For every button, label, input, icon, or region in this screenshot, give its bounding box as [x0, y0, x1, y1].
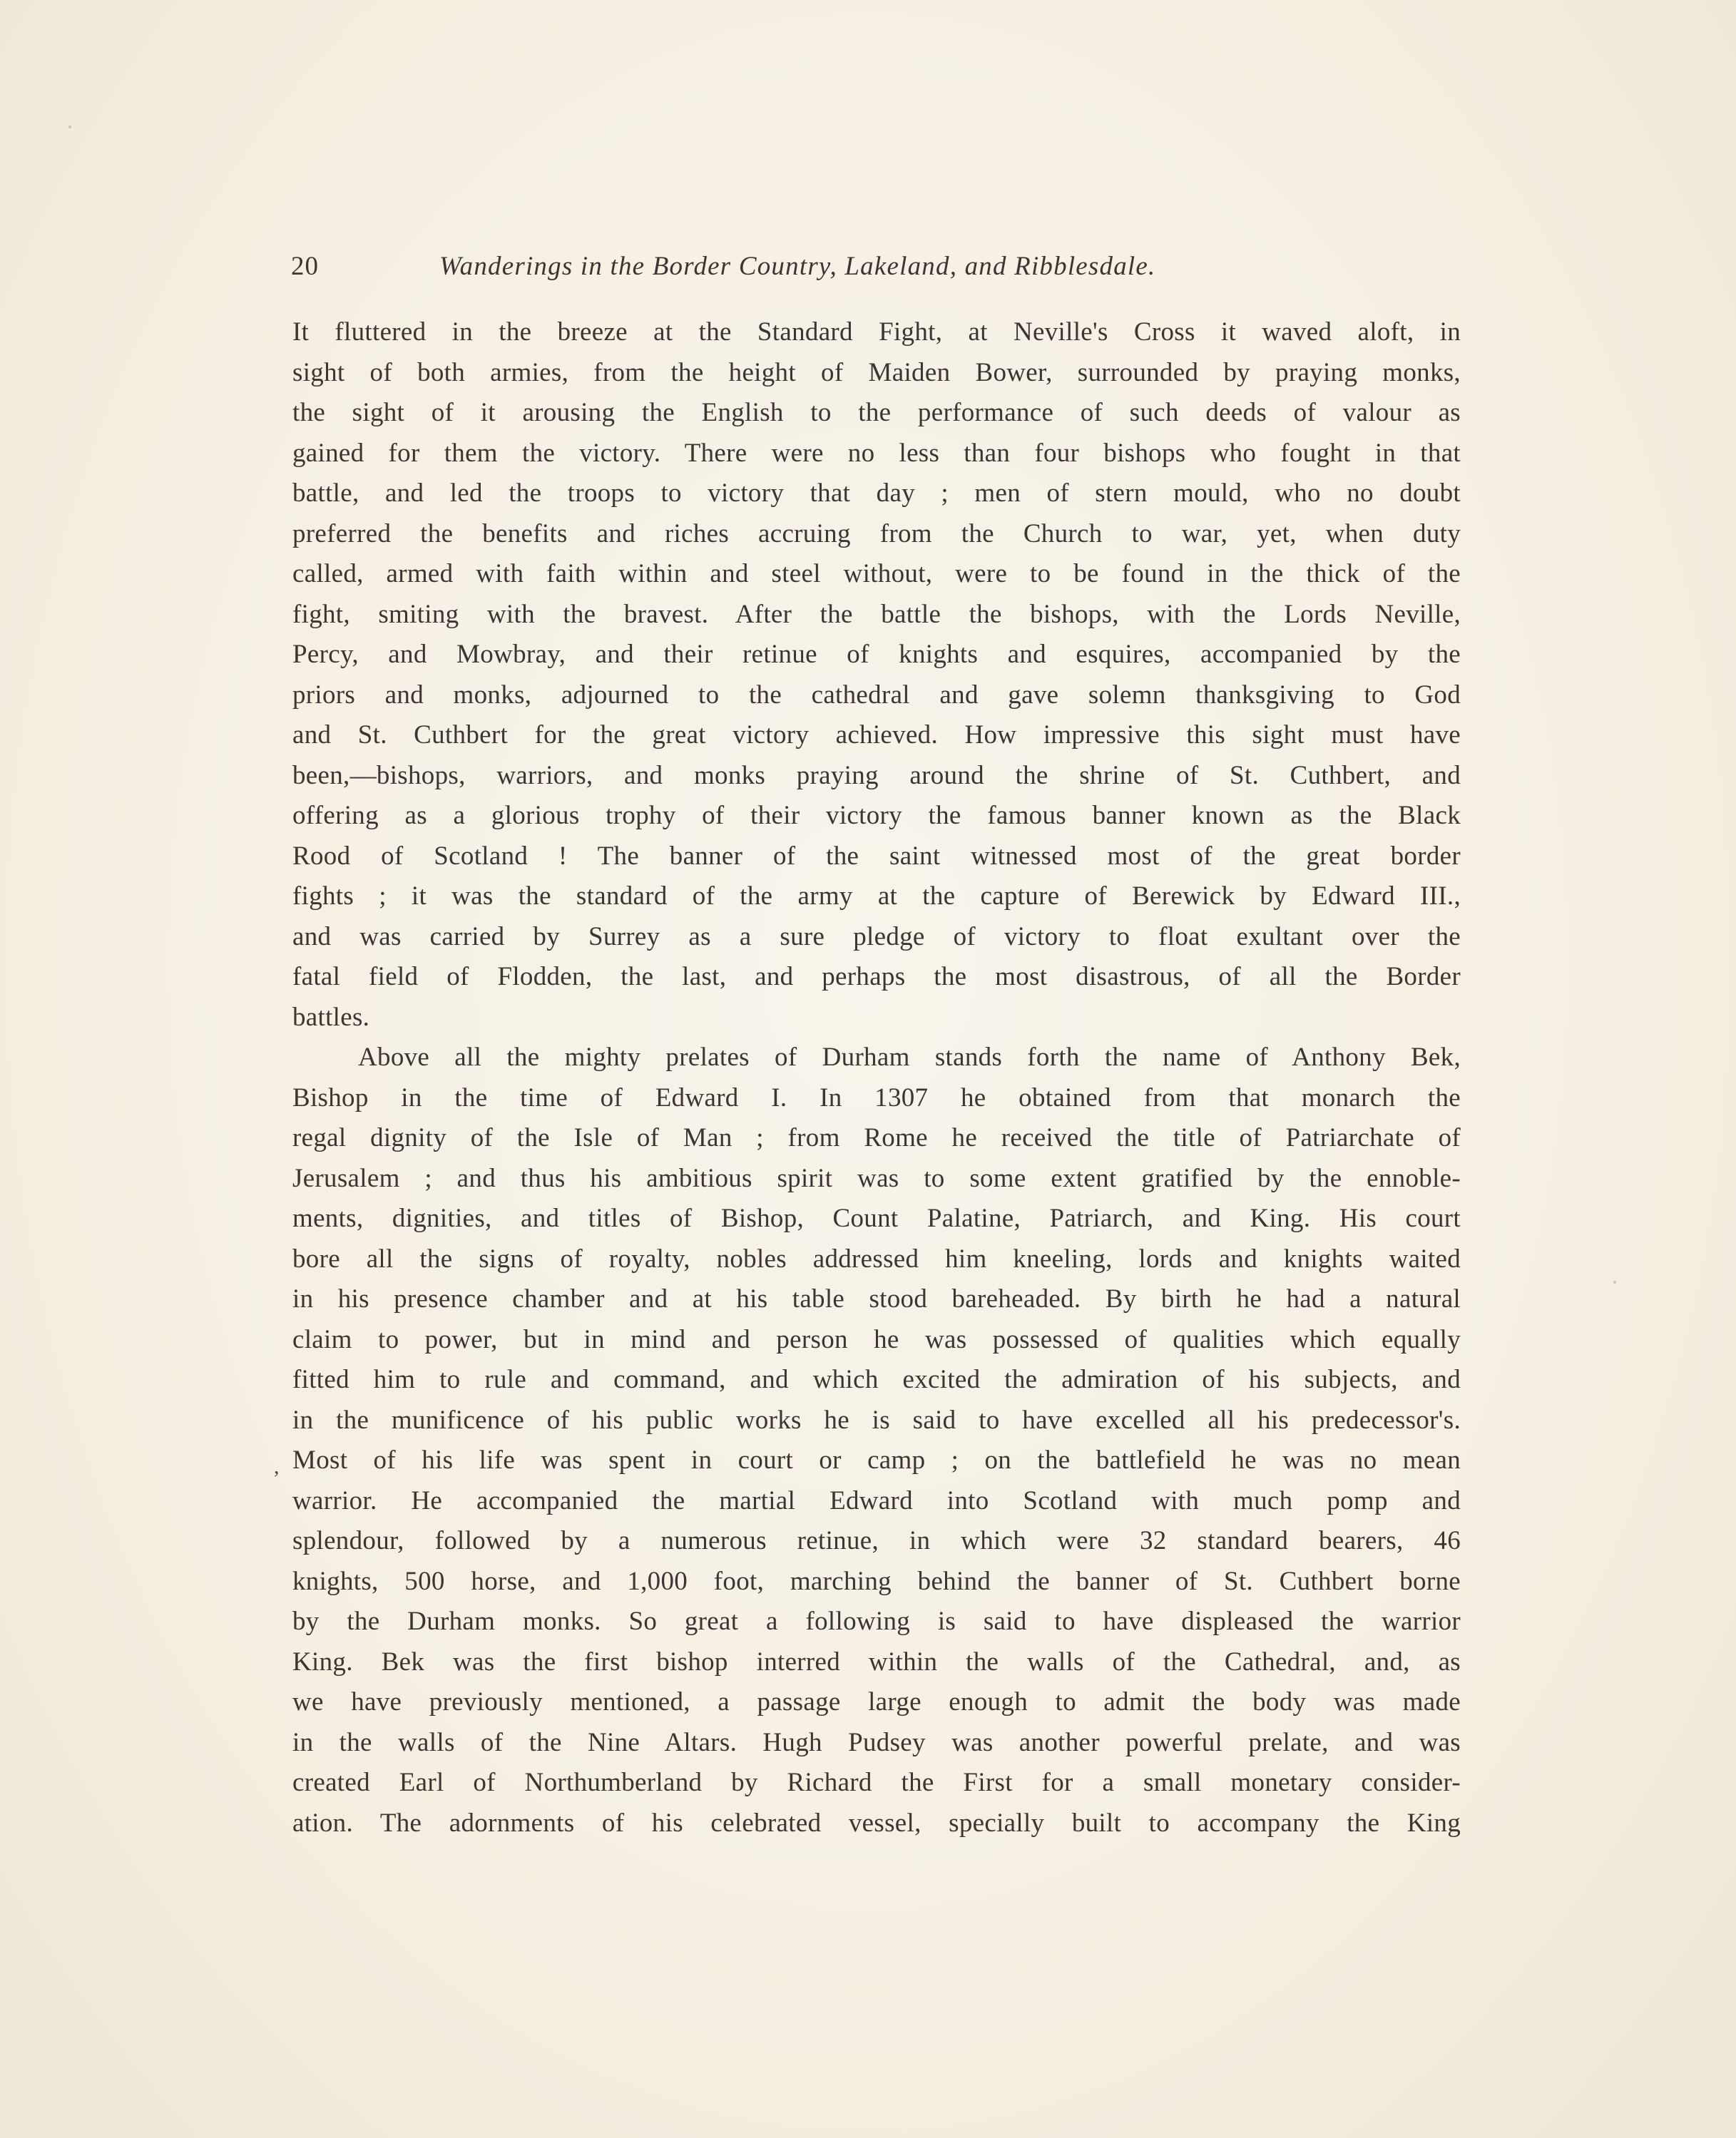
- text-line: Bishop in the time of Edward I. In 1307 he obtained from that monarch the: [292, 1083, 1461, 1113]
- text-line: battle, and led the troops to victory that day ; men of stern mould, who no doubt: [292, 479, 1461, 508]
- text-line: Jerusalem ; and thus his ambitious spirit was to some extent gratified by the ennoble-: [292, 1163, 1461, 1193]
- text-line: in his presence chamber and at his table stood bareheaded. By birth he had a natural: [292, 1284, 1461, 1314]
- text-line: fitted him to rule and command, and which excited the admiration of his subjects, and: [292, 1365, 1461, 1394]
- text-line: knights, 500 horse, and 1,000 foot, marching behind the banner of St. Cuthbert borne: [292, 1566, 1461, 1596]
- text-line: fatal field of Flodden, the last, and perhaps the most disastrous, of all the Border: [292, 962, 1461, 991]
- text-line: been,—bishops, warriors, and monks praying around the shrine of St. Cuthbert, and: [292, 760, 1461, 790]
- text-line: battles.: [292, 1002, 370, 1032]
- margin-mark: ,: [274, 1455, 280, 1478]
- text-line: the sight of it arousing the English to the performance of such deeds of valour as: [292, 398, 1461, 427]
- text-line: ments, dignities, and titles of Bishop, Count Palatine, Patriarch, and King. His court: [292, 1204, 1461, 1233]
- running-head: [291, 251, 1309, 294]
- text-line: we have previously mentioned, a passage large enough to admit the body was made: [292, 1687, 1461, 1717]
- page-number: 20: [291, 252, 319, 281]
- text-line: It fluttered in the breeze at the Standard Fight, at Neville's Cross it waved aloft, in: [292, 317, 1461, 347]
- text-line: warrior. He accompanied the martial Edward into Scotland with much pomp and: [292, 1485, 1461, 1515]
- text-line: ation. The adornments of his celebrated vessel, specially built to accompany the King: [292, 1808, 1461, 1838]
- body-text: [292, 312, 1461, 1843]
- running-title: Wanderings in the Border Country, Lakeland, and Ribblesdale.: [439, 252, 1156, 281]
- text-line: Most of his life was spent in court or camp ; on the battlefield he was no mean: [292, 1446, 1461, 1475]
- paper-speck: [68, 126, 71, 128]
- text-line: offering as a glorious trophy of their victory the famous banner known as the Black: [292, 801, 1461, 830]
- text-line: bore all the signs of royalty, nobles addressed him kneeling, lords and knights waited: [292, 1244, 1461, 1274]
- text-line: and St. Cuthbert for the great victory achieved. How impressive this sight must have: [292, 720, 1461, 750]
- text-line: Percy, and Mowbray, and their retinue of knights and esquires, accompanied by the: [292, 640, 1461, 669]
- text-line: King. Bek was the first bishop interred within the walls of the Cathedral, and, as: [292, 1647, 1461, 1677]
- text-line: in the munificence of his public works he is said to have excelled all his predecessor's.: [292, 1405, 1461, 1435]
- text-line: preferred the benefits and riches accruing from the Church to war, yet, when duty: [292, 518, 1461, 548]
- text-line: called, armed with faith within and steel without, were to be found in the thick of the: [292, 559, 1461, 588]
- text-line: fights ; it was the standard of the army at the capture of Berewick by Edward III.,: [292, 881, 1461, 911]
- text-line: and was carried by Surrey as a sure pledge of victory to float exultant over the: [292, 921, 1461, 951]
- text-line: created Earl of Northumberland by Richard the First for a small monetary consider-: [292, 1768, 1461, 1797]
- text-line: in the walls of the Nine Altars. Hugh Pudsey was another powerful prelate, and was: [292, 1727, 1461, 1757]
- text-line: splendour, followed by a numerous retinue, in which were 32 standard bearers, 46: [292, 1526, 1461, 1555]
- text-line: Above all the mighty prelates of Durham stands forth the name of Anthony Bek,: [358, 1043, 1461, 1072]
- text-line: by the Durham monks. So great a following is said to have displeased the warrior: [292, 1607, 1461, 1636]
- text-line: sight of both armies, from the height of Maiden Bower, surrounded by praying monks,: [292, 357, 1461, 387]
- paper-speck: [1613, 1281, 1616, 1284]
- text-line: priors and monks, adjourned to the cathedral and gave solemn thanksgiving to God: [292, 680, 1461, 710]
- text-line: fight, smiting with the bravest. After the battle the bishops, with the Lords Neville,: [292, 599, 1461, 629]
- text-line: gained for them the victory. There were no less than four bishops who fought in that: [292, 438, 1461, 468]
- text-line: Rood of Scotland ! The banner of the saint witnessed most of the great border: [292, 841, 1461, 871]
- text-line: claim to power, but in mind and person he was possessed of qualities which equally: [292, 1324, 1461, 1354]
- text-line: regal dignity of the Isle of Man ; from Rome he received the title of Patriarchate of: [292, 1123, 1461, 1152]
